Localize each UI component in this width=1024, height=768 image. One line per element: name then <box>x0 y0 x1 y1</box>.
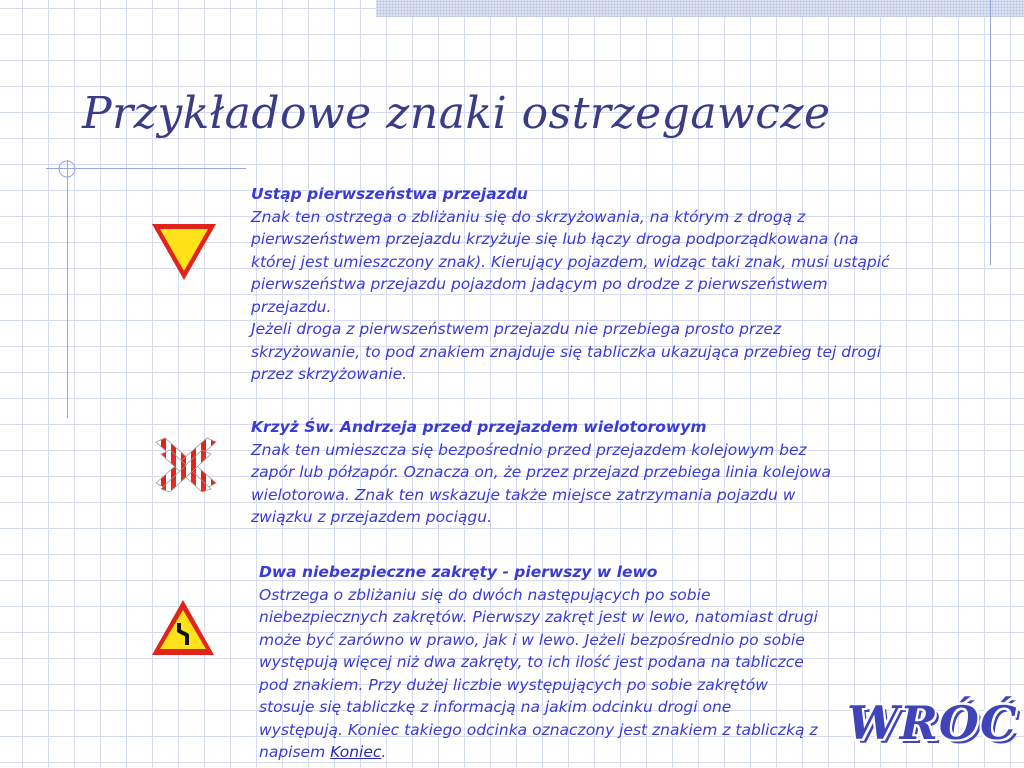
sign-heading: Dwa niebezpieczne zakręty - pierwszy w lewo <box>259 563 658 581</box>
sign-paragraph: Znak ten umieszcza się bezpośrednio przed przejazdem kolejowym bez zapór lub półzapór. Oznacza on, że przez przejazd przebiega linia kolejowa wielotorowa. Znak ten wskazuje także miejsce zatrzymania pojazdu w związku z przejazdem pociągu. <box>251 440 831 526</box>
sign-description-st-andrews-cross <box>251 416 891 529</box>
vertical-rule-left <box>67 160 68 418</box>
sign-heading: Krzyż Św. Andrzeja przed przejazdem wielotorowym <box>251 418 707 436</box>
double-curve-sign-icon <box>150 598 216 658</box>
st-andrews-cross-icon <box>151 436 221 492</box>
sign-heading: Ustąp pierwszeństwa przejazdu <box>251 185 528 203</box>
sign-paragraph-end: . <box>381 743 387 761</box>
top-decorative-band <box>376 0 1024 17</box>
sign-description-double-curve <box>259 561 819 764</box>
back-button[interactable]: WRÓĆ <box>847 696 1018 750</box>
vertical-rule-right <box>990 0 991 265</box>
sign-paragraph: Jeżeli droga z pierwszeństwem przejazdu nie przebiega prosto przez skrzyżowanie, to pod znakiem znajduje się tabliczka ukazująca przebieg tej drogi przez skrzyżowanie. <box>251 320 882 383</box>
sign-paragraph <box>259 584 819 764</box>
page-title: Przykładowe znaki ostrzegawcze <box>82 88 831 139</box>
rule-ornament-icon <box>56 158 78 180</box>
sign-description-yield <box>251 183 891 386</box>
sign-paragraph: Znak ten ostrzega o zbliżaniu się do skrzyżowania, na którym z drogą z pierwszeństwem przejazdu krzyżuje się lub łączy droga podporządkowana (na której jest umieszczony znak). Kierujący pojazdem, widząc taki znak, musi ustąpić pierwszeństwa przejazdu pojazdom jadącym po drodze z pierwszeństwem przejazdu. <box>251 207 890 316</box>
yield-sign-icon <box>150 222 218 282</box>
koniec-link[interactable]: Koniec <box>330 743 382 761</box>
sign-paragraph-text: Ostrzega o zbliżaniu się do dwóch następujących po sobie niebezpiecznych zakrętów. Pierwszy zakręt jest w lewo, natomiast drugi może być zarówno w prawo, jak i w lewo. Jeżeli bezpośrednio po sobie występują więcej niż dwa zakręty, to ich ilość jest podana na tabliczce pod znakiem. Przy dużej liczbie występujących po sobie zakrętów stosuje się tabliczkę z informacją na jakim odcinku drogi one występują. Koniec takiego odcinka oznaczony jest znakiem z tabliczką z napisem <box>259 585 818 761</box>
